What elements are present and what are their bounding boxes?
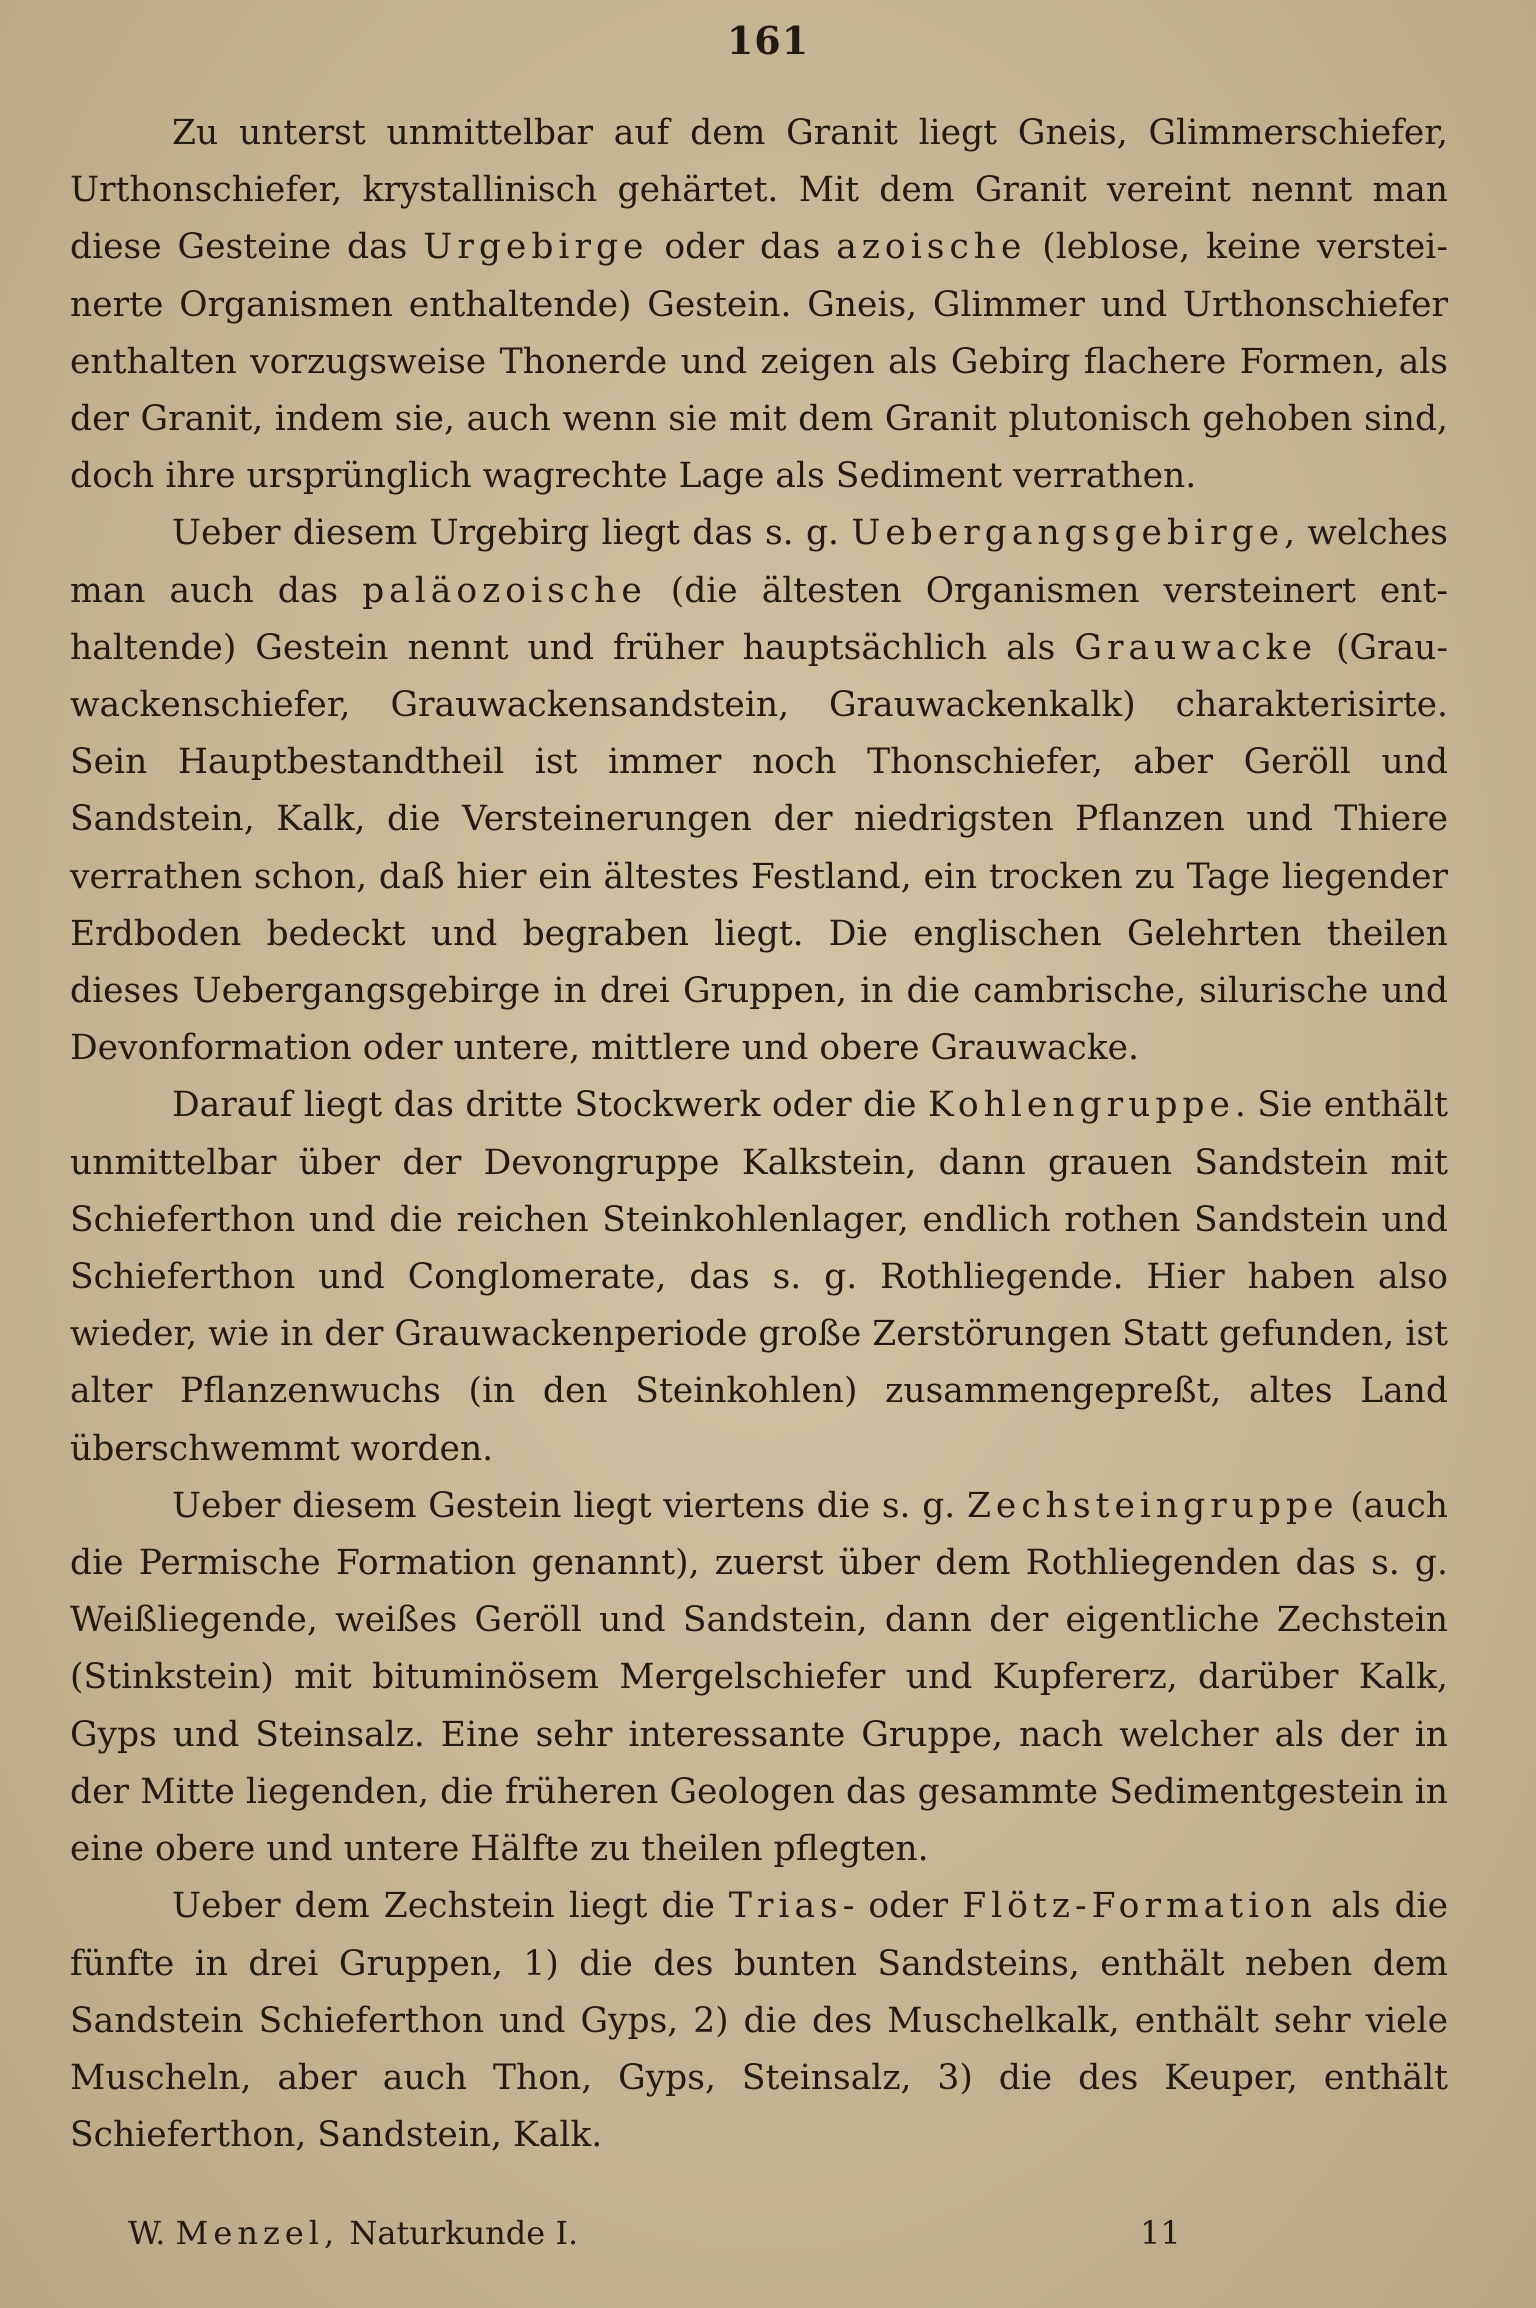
spaced-term: Uebergangsgebirge — [851, 513, 1285, 554]
spaced-term: Kohlengruppe — [928, 1085, 1235, 1126]
text-run: , welches man auch das — [70, 513, 1448, 611]
text-run: Ueber diesem Gestein liegt viertens die s. g. — [172, 1485, 967, 1526]
spaced-term: Flötz-Formation — [962, 1886, 1318, 1927]
page-number: 161 — [726, 18, 810, 63]
paragraph-2 — [70, 505, 1448, 1077]
spaced-term: Zechsteingruppe — [966, 1485, 1339, 1526]
text-run: Ueber dem Zechstein liegt die — [172, 1886, 729, 1927]
text-run: oder das — [648, 227, 837, 268]
body-text — [70, 105, 1448, 2164]
text-run: als die fünfte in drei Gruppen, 1) die des bunten Sandsteins, enthält neben dem Sandstein Schieferthon und Gyps, 2) die des Muschelkalk, enthält sehr viele Muscheln, aber auch Thon, Gyps, Steinsalz, 3) die des Keuper, enthält Schieferthon, Sandstein, Kalk. — [70, 1886, 1448, 2156]
page-footer — [0, 2214, 1536, 2264]
text-run: Darauf liegt das dritte Stockwerk oder die — [172, 1085, 929, 1126]
author-initial: W. — [128, 2214, 166, 2252]
spaced-term: Grauwacke — [1074, 627, 1317, 668]
author-name: Menzel, — [175, 2214, 340, 2252]
paragraph-1 — [70, 105, 1448, 505]
text-run: Zu unterst unmittelbar auf dem Granit liegt Gneis, Glimmerschiefer, Urthonschiefer, krystallinisch gehärtet. Mit dem Granit vereint nennt man diese Gesteine das — [70, 113, 1448, 268]
text-run: (die ältesten Organismen versteinert enthaltende) Gestein nennt und früher hauptsächlich als — [70, 570, 1448, 668]
signature-mark: 11 — [1140, 2214, 1181, 2252]
footer-author — [128, 2214, 578, 2252]
text-run: . Sie enthält unmittelbar über der Devongruppe Kalkstein, dann grauen Sandstein mit Schieferthon und die reichen Steinkohlenlager, endlich rothen Sandstein und Schieferthon und Conglomerate, das s. g. Rothliegende. Hier haben also wieder, wie in der Grauwackenperiode große Zerstörungen Statt gefunden, ist alter Pflanzenwuchs (in den Steinkohlen) zusammengepreßt, altes Land überschwemmt worden. — [70, 1085, 1449, 1469]
spaced-term: Urgebirge — [423, 227, 649, 268]
spaced-term: paläozoische — [362, 570, 647, 611]
text-run: (leblose, keine versteinerte Organismen enthaltende) Gestein. Gneis, Glimmer und Urthonschiefer enthalten vorzugsweise Thonerde und zeigen als Gebirg flachere Formen, als der Granit, indem sie, auch wenn sie mit dem Granit plutonisch gehoben sind, doch ihre ursprünglich wagrechte Lage als Sediment verrathen. — [70, 227, 1448, 497]
spaced-term: azoische — [836, 227, 1027, 268]
text-run: (Grauwackenschiefer, Grauwackensandstein, Grauwackenkalk) charakterisirte. Sein Hauptbestandtheil ist immer noch Thonschiefer, aber Geröll und Sandstein, Kalk, die Versteinerungen der niedrigsten Pflanzen und Thiere verrathen schon, daß hier ein ältestes Festland, ein trocken zu Tage liegender Erdboden bedeckt und begraben liegt. Die englischen Gelehrten theilen dieses Uebergangsgebirge in drei Gruppen, in die cambrische, silurische und Devonformation oder untere, mittlere und obere Grauwacke. — [70, 627, 1448, 1069]
text-run: Ueber diesem Urgebirg liegt das s. g. — [172, 513, 852, 554]
paragraph-4 — [70, 1478, 1448, 1878]
book-title: Naturkunde I. — [349, 2214, 579, 2252]
paragraph-5 — [70, 1878, 1448, 2164]
paragraph-3 — [70, 1077, 1448, 1477]
text-run: (auch die Permische Formation genannt), zuerst über dem Rothliegenden das s. g. Weißliegende, weißes Geröll und Sandstein, dann der eigentliche Zechstein (Stinkstein) mit bituminösem Mergelschiefer und Kupfererz, darüber Kalk, Gyps und Steinsalz. Eine sehr interessante Gruppe, nach welcher als der in der Mitte liegenden, die früheren Geologen das gesammte Sedimentgestein in eine obere und untere Hälfte zu theilen pflegten. — [70, 1485, 1448, 1870]
text-run: - oder — [842, 1886, 963, 1927]
spaced-term: Trias — [728, 1886, 843, 1927]
